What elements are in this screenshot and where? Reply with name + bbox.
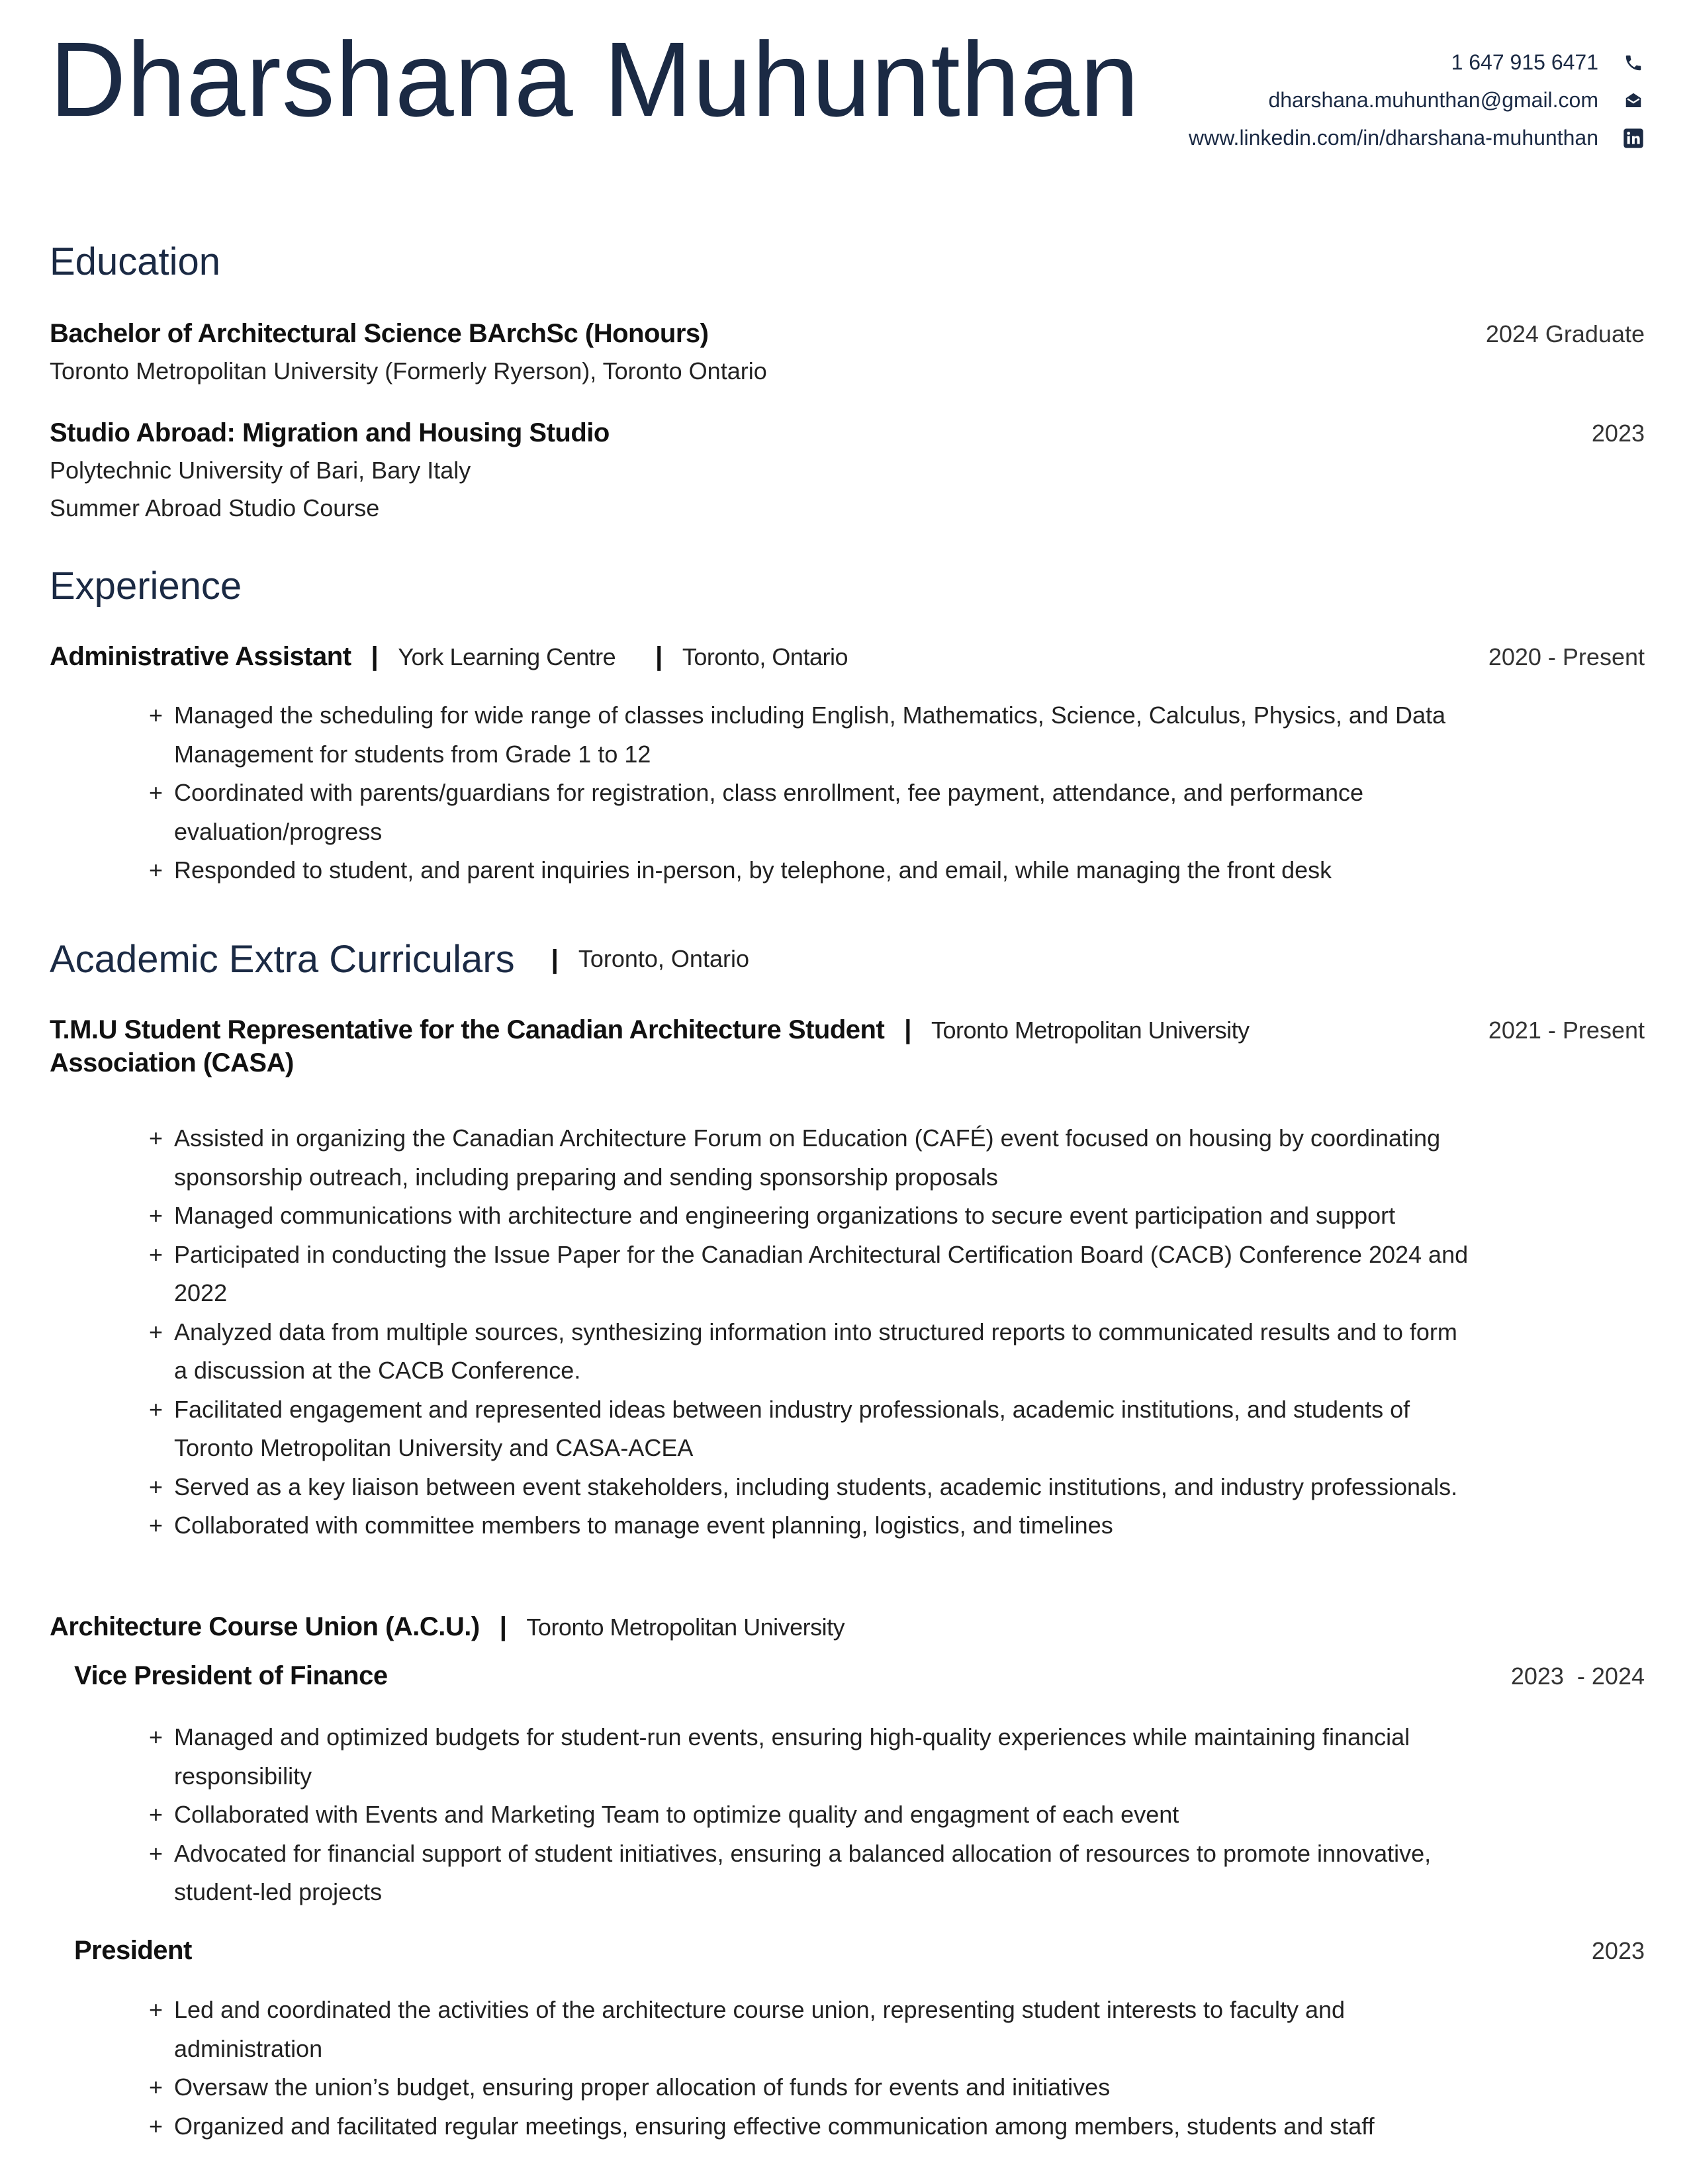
president-date: 2023: [1591, 1937, 1645, 1964]
separator: |: [371, 642, 379, 671]
list-item: + Managed communications with architecture and engineering organizations to secure event participation and support: [149, 1202, 1396, 1229]
job-location: Toronto, Ontario: [682, 643, 848, 670]
list-item: + Coordinated with parents/guardians for registration, class enrollment, fee payment, attendance, and performance evaluation/progress: [149, 779, 1364, 845]
list-item: + Managed and optimized budgets for student-run events, ensuring high-quality experiences while maintaining financial responsibility: [149, 1723, 1410, 1790]
education-heading: Education: [50, 240, 220, 283]
job-title: Administrative Assistant: [50, 642, 351, 671]
list-item: + Responded to student, and parent inquiries in-person, by telephone, and email, while managing the front desk: [149, 856, 1332, 884]
envelope-icon: [1622, 89, 1645, 112]
acu-header: [50, 1612, 845, 1642]
list-item: + Served as a key liaison between event stakeholders, including students, academic institutions, and industry professionals.: [149, 1473, 1458, 1500]
list-item: + Led and coordinated the activities of the architecture course union, representing student interests to faculty and administration: [149, 1996, 1346, 2062]
phone-number[interactable]: 1 647 915 6471: [1451, 50, 1598, 74]
linkedin-url[interactable]: www.linkedin.com/in/dharshana-muhunthan: [1188, 126, 1598, 150]
vp-finance-date: 2023 - 2024: [1510, 1662, 1645, 1690]
contact-info: [983, 44, 1645, 157]
job-org: York Learning Centre: [398, 643, 616, 670]
degree-date: 2024 Graduate: [1485, 320, 1645, 347]
contact-phone-row: [983, 44, 1645, 81]
list-item: + Organized and facilitated regular meetings, ensuring effective communication among members, students and staff: [149, 2112, 1375, 2140]
casa-date: 2021 - Present: [1488, 1017, 1645, 1044]
president-title: President: [74, 1936, 192, 1965]
job-bullets: [149, 696, 1473, 890]
acu-org: Toronto Metropolitan University: [526, 1614, 845, 1641]
experience-heading: Experience: [50, 565, 242, 608]
list-item: + Assisted in organizing the Canadian Architecture Forum on Education (CAFÉ) event focused on housing by coordinating sponsorship outreach, including preparing and sending sponsorship proposals: [149, 1124, 1441, 1191]
separator: |: [904, 1015, 911, 1044]
abroad-title: Studio Abroad: Migration and Housing Studio: [50, 418, 610, 447]
degree-school: Toronto Metropolitan University (Formerly Ryerson), Toronto Ontario: [50, 357, 767, 385]
abroad-date: 2023: [1591, 420, 1645, 447]
list-item: + Facilitated engagement and represented ideas between industry professionals, academic institutions, and students of Toronto Metropolitan University and CASA-ACEA: [149, 1395, 1410, 1461]
list-item: + Analyzed data from multiple sources, synthesizing information into structured reports to communicated results and to form a discussion at the CACB Conference.: [149, 1318, 1457, 1384]
separator: |: [655, 642, 663, 671]
linkedin-icon: [1622, 127, 1645, 150]
president-bullets: [149, 1991, 1473, 2146]
list-item: + Collaborated with committee members to manage event planning, logistics, and timelines: [149, 1512, 1113, 1539]
casa-bullets: [149, 1119, 1473, 1545]
separator: |: [499, 1612, 507, 1641]
abroad-course: Summer Abroad Studio Course: [50, 494, 380, 522]
list-item: + Collaborated with Events and Marketing Team to optimize quality and engagment of each event: [149, 1801, 1179, 1828]
degree-title: Bachelor of Architectural Science BArchSc (Honours): [50, 319, 709, 348]
extracurriculars-heading: Academic Extra Curriculars | Toronto, Ontario: [50, 938, 749, 981]
casa-title-line2: Association (CASA): [50, 1048, 294, 1077]
separator: |: [551, 945, 559, 974]
acu-title: Architecture Course Union (A.C.U.): [50, 1612, 480, 1641]
extracurriculars-location: Toronto, Ontario: [578, 945, 749, 972]
list-item: + Participated in conducting the Issue Paper for the Canadian Architectural Certification Board (CACB) Conference 2024 and 2022: [149, 1240, 1469, 1306]
candidate-name: Dharshana Muhunthan: [50, 20, 1140, 138]
vp-finance-bullets: [149, 1718, 1473, 1912]
job-date: 2020 - Present: [1488, 643, 1645, 670]
phone-icon: [1622, 52, 1645, 74]
list-item: + Managed the scheduling for wide range of classes including English, Mathematics, Science, Calculus, Physics, and Data Management for students from Grade 1 to 12: [149, 702, 1446, 768]
abroad-school: Polytechnic University of Bari, Bary Italy: [50, 457, 471, 484]
list-item: + Advocated for financial support of student initiatives, ensuring a balanced allocation of resources to promote innovative, student-led projects: [149, 1839, 1432, 1905]
contact-email-row: [983, 81, 1645, 119]
casa-title: T.M.U Student Representative for the Canadian Architecture Student: [50, 1015, 885, 1044]
list-item: + Oversaw the union’s budget, ensuring proper allocation of funds for events and initiatives: [149, 2073, 1111, 2101]
vp-finance-title: Vice President of Finance: [74, 1661, 388, 1690]
email-address[interactable]: dharshana.muhunthan@gmail.com: [1268, 88, 1598, 112]
job-header: [50, 642, 848, 672]
casa-org: Toronto Metropolitan University: [931, 1017, 1250, 1044]
contact-linkedin-row: [983, 119, 1645, 157]
casa-header: [50, 1015, 1400, 1045]
